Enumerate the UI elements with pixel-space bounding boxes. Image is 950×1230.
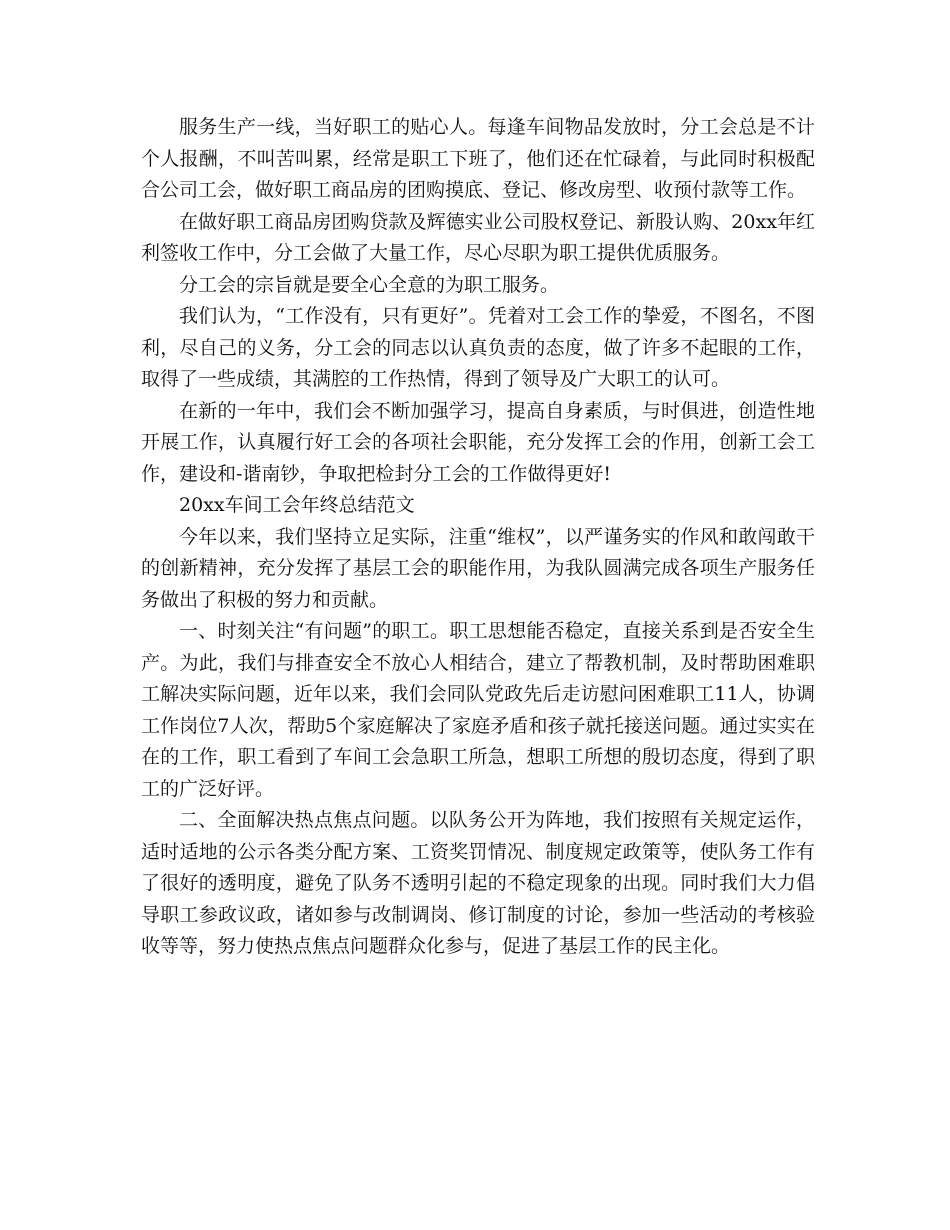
paragraph-housing-loan: 在做好职工商品房团购贷款及辉德实业公司股权登记、新股认购、20xx年红利签收工作中，分工会做了大量工作，尽心尽职为职工提供优质服务。: [141, 210, 815, 264]
paragraph-new-year: 在新的一年中，我们会不断加强学习，提高自身素质，与时俱进，创造性地开展工作，认真履行好工会的各项社会职能，充分发挥工会的作用，创新工会工作，建设和-谐南钞，争取把检封分工会的工作做得更好!: [141, 399, 815, 485]
paragraph-point-one: 一、时刻关注“有问题”的职工。职工思想能否稳定，直接关系到是否安全生产。为此，我们与排查安全不放心人相结合，建立了帮教机制，及时帮助困难职工解决实际问题，近年以来，我们会同队党政先后走访慰问困难职工11人，协调工作岗位7人次，帮助5个家庭解决了家庭矛盾和孩子就托接送问题。通过实实在在的工作，职工看到了车间工会急职工所急，想职工所想的殷切态度，得到了职工的广泛好评。: [141, 620, 815, 800]
section-title: 20xx车间工会年终总结范文: [179, 494, 415, 516]
paragraph-purpose: 分工会的宗旨就是要全心全意的为职工服务。: [179, 273, 560, 296]
paragraph-point-two: 二、全面解决热点焦点问题。以队务公开为阵地，我们按照有关规定运作，适时适地的公示各类分配方案、工资奖罚情况、制度规定政策等，使队务工作有了很好的透明度，避免了队务不透明引起的不稳定现象的出现。同时我们大力倡导职工参政议政，诸如参与改制调岗、修订制度的讨论，参加一些活动的考核验收等等，努力使热点焦点问题群众化参与，促进了基层工作的民主化。: [141, 809, 815, 957]
paragraph-service-frontline: 服务生产一线，当好职工的贴心人。每逢车间物品发放时，分工会总是不计个人报酬，不叫苦叫累，经常是职工下班了，他们还在忙碌着，与此同时积极配合公司工会，做好职工商品房的团购摸底、登记、修改房型、收预付款等工作。: [141, 116, 815, 201]
document-body: [141, 112, 815, 963]
paragraph-intro: 今年以来，我们坚持立足实际，注重“维权”，以严谨务实的作风和敢闯敢干的创新精神，充分发挥了基层工会的职能作用，为我队圆满完成各项生产服务任务做出了积极的努力和贡献。: [141, 525, 815, 611]
paragraph-no-best-only-better: 我们认为，“工作没有，只有更好”。凭着对工会工作的挚爱，不图名，不图利，尽自己的义务，分工会的同志以认真负责的态度，做了许多不起眼的工作，取得了一些成绩，其满腔的工作热情，得到了领导及广大职工的认可。: [141, 305, 815, 390]
